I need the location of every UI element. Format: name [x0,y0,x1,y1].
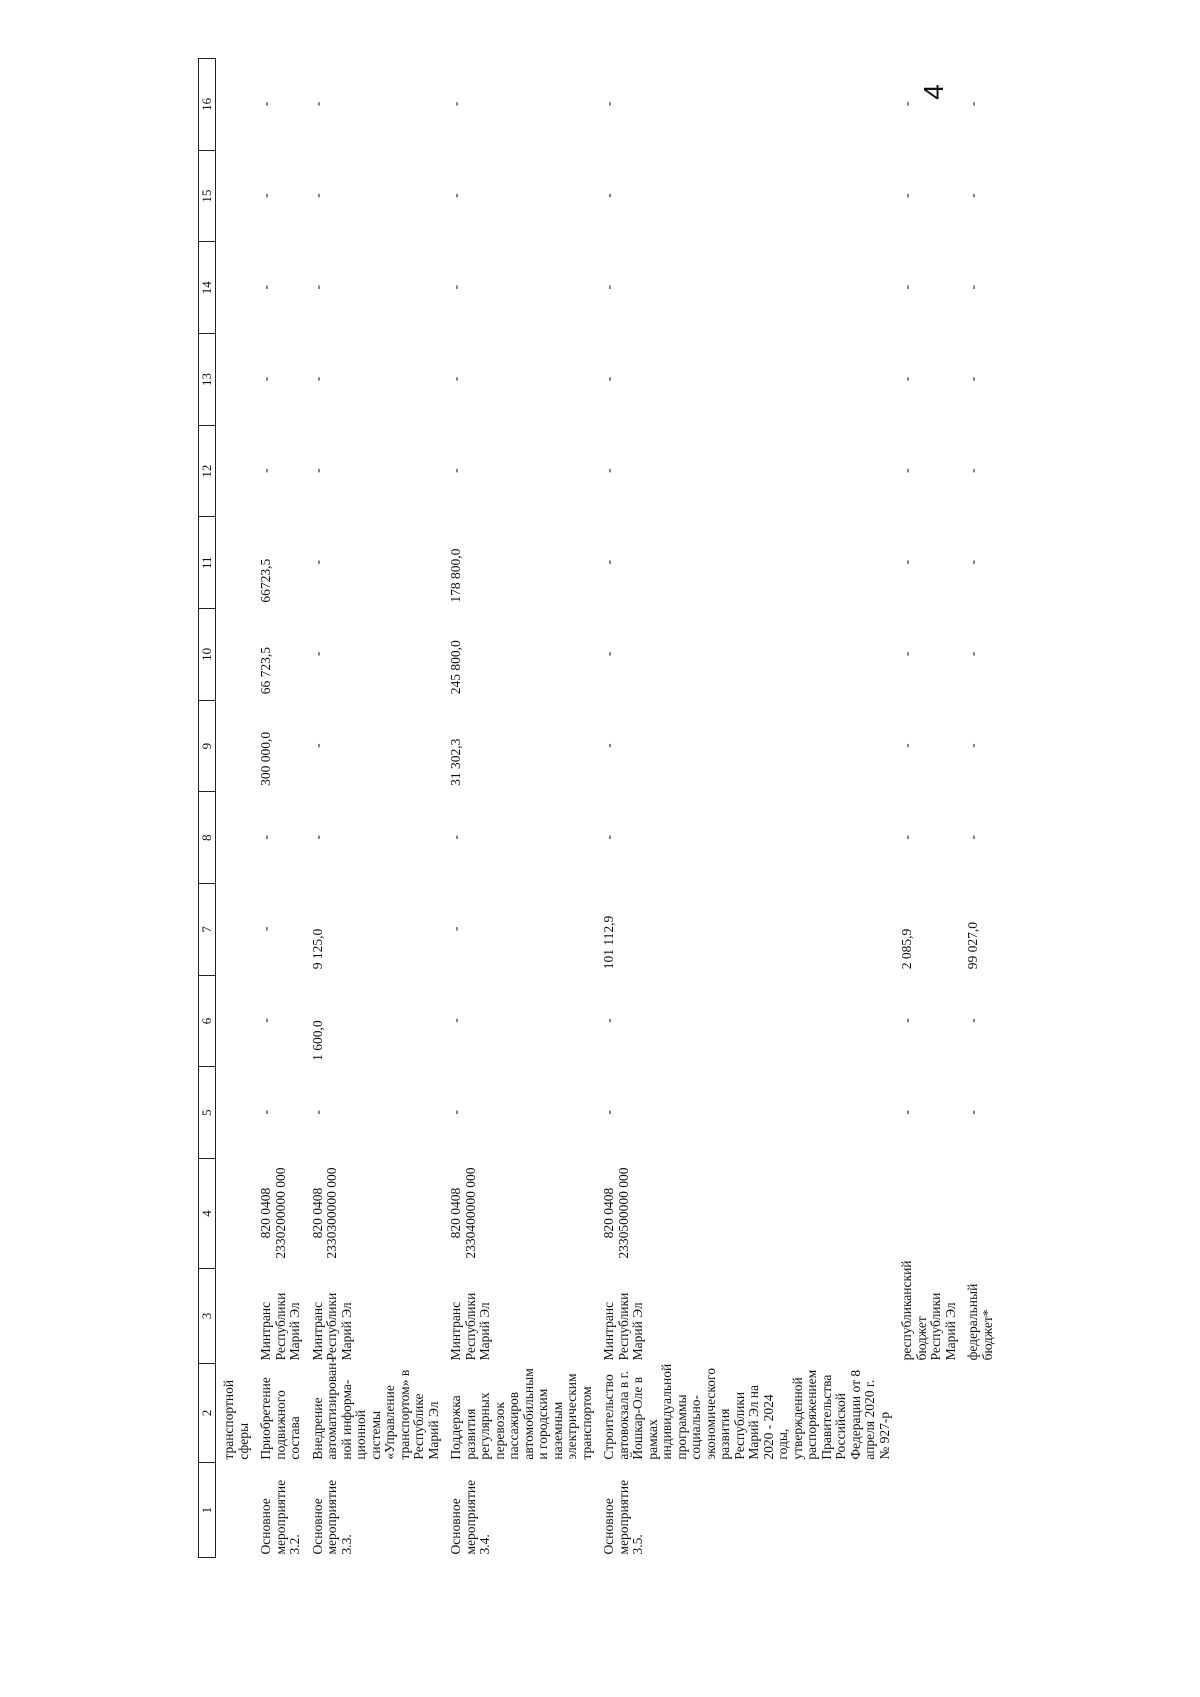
value-cell [216,609,254,701]
value-cell: - [601,651,616,657]
cell-c1 [216,1463,254,1558]
value-cell: - [965,560,980,565]
value-cell: - [448,1018,463,1023]
cell-c3: Минтранс Республики Марий Эл [258,1292,302,1361]
value-cell: - [899,560,914,565]
table-header [199,59,216,1558]
value-cell: - [965,1109,980,1115]
value-cell: - [965,285,980,290]
value-cell: - [899,468,914,473]
value-cell: - [258,926,273,932]
cell-c3: федеральный бюджет* [965,1283,995,1361]
cell-c2 [894,1363,960,1462]
value-cell [216,59,254,151]
cell-c1 [894,1463,960,1558]
value-cell: - [899,834,914,840]
value-cell: - [899,1109,914,1115]
value-cell: 66 723,5 [258,647,273,695]
value-cell: - [309,193,325,198]
column-header: 11 [199,517,216,609]
value-cell: 300 000,0 [258,731,273,786]
value-cell: - [601,560,616,565]
value-cell: 178 800,0 [448,548,463,603]
value-cell: - [601,193,616,198]
value-cell: - [601,101,616,107]
value-cell: - [601,376,616,382]
value-cell: 99 027,0 [965,921,980,970]
cell-c2: Внедрение автоматизирован-ной информа-ционной системы «Управление транспортом» в Республике Марий Эл [309,1358,441,1460]
cell-c4: 820 0408 2330200000 000 [258,1167,288,1259]
value-cell: 9 125,0 [309,928,325,970]
table-row [216,59,254,1558]
value-cell: - [309,1109,325,1115]
column-header: 10 [199,609,216,701]
cell-c1: Основное мероприятие 3.3. [309,1479,354,1555]
cell-c3 [216,1269,254,1364]
value-cell: - [258,1109,273,1115]
value-cell: - [965,651,980,657]
value-cell: - [448,101,463,107]
column-header: 3 [199,1269,216,1364]
value-cell: - [448,1109,463,1115]
value-cell [216,517,254,609]
cell-c4 [216,1159,254,1269]
value-cell: - [899,193,914,198]
value-cell: - [899,743,914,748]
table-row [443,59,596,1558]
cell-c3: республиканский бюджет Республики Марий Эл [899,1260,958,1361]
cell-c4 [894,1159,960,1269]
table-row [960,59,997,1558]
cell-c2: транспортной сферы [221,1379,251,1460]
value-cell: - [601,285,616,290]
value-cell: - [309,101,325,107]
value-cell: - [965,376,980,382]
value-cell: - [965,468,980,473]
cell-c4: 820 0408 2330300000 000 [309,1167,339,1259]
cell-c2: Строительство автовокзала в г. Йошкар-Оле в рамках индивидуальной программы социально-экономического развития Республики Марий Эл на 2020 - 2024 годы, утвержденной распоряжением Правительства Российской Федерации от 8 апреля 2020 г. № 927-р [601,1363,892,1460]
column-header: 15 [199,150,216,242]
cell-c1: Основное мероприятие 3.4. [448,1479,492,1555]
table-body [216,59,998,1558]
value-cell: - [258,193,273,198]
value-cell [216,334,254,426]
value-cell: 1 600,0 [309,1020,325,1061]
value-cell: - [965,1018,980,1023]
cell-c3: Минтранс Республики Марий Эл [601,1292,645,1361]
value-cell: 245 800,0 [448,640,463,695]
value-cell: - [309,560,325,565]
page-number: 4 [917,84,949,100]
rotated-table-container [198,58,1200,1558]
column-header: 12 [199,425,216,517]
budget-table [198,58,997,1558]
column-header: 8 [199,792,216,884]
value-cell: - [601,1018,616,1023]
value-cell: - [258,834,273,840]
value-cell [216,884,254,976]
cell-c2: Приобретение подвижного состава [258,1377,302,1460]
value-cell: - [899,101,914,107]
value-cell: 2 085,9 [899,928,914,970]
table-row [894,59,960,1558]
value-cell: - [309,651,325,657]
value-cell: - [601,834,616,840]
value-cell [216,150,254,242]
value-cell: - [448,468,463,473]
value-cell: - [965,193,980,198]
value-cell: - [965,101,980,107]
column-header: 6 [199,975,216,1067]
cell-c4: 820 0408 2330400000 000 [448,1167,478,1259]
value-cell: - [965,743,980,748]
value-cell [216,1067,254,1159]
value-cell [216,425,254,517]
value-cell: - [309,834,325,840]
value-cell: - [448,193,463,198]
value-cell: - [448,834,463,840]
column-header: 9 [199,700,216,792]
value-cell: - [899,285,914,290]
value-cell: - [899,651,914,657]
table-row [305,59,444,1558]
table-row [596,59,894,1558]
value-cell: - [601,468,616,473]
table-row [253,59,305,1558]
value-cell [216,975,254,1067]
value-cell: - [258,101,273,107]
value-cell: - [448,926,463,932]
column-header: 13 [199,334,216,426]
column-header: 1 [199,1463,216,1558]
value-cell: - [258,285,273,290]
value-cell [216,792,254,884]
value-cell: - [258,376,273,382]
cell-c2 [960,1363,997,1462]
cell-c1 [960,1463,997,1558]
value-cell: - [601,1109,616,1115]
value-cell: - [309,743,325,748]
cell-c4 [960,1159,997,1269]
column-header: 5 [199,1067,216,1159]
cell-c3: Минтранс Республики Марий Эл [448,1292,492,1361]
cell-c3: Минтранс Республики Марий Эл [309,1292,354,1361]
value-cell: - [899,1018,914,1023]
column-header: 2 [199,1363,216,1462]
value-cell [216,700,254,792]
value-cell: - [601,743,616,748]
value-cell: - [258,1018,273,1023]
value-cell: 66723,5 [258,558,273,603]
value-cell: - [899,376,914,382]
value-cell: - [309,468,325,473]
value-cell: - [309,376,325,382]
value-cell [216,242,254,334]
value-cell: - [448,376,463,382]
column-header: 16 [199,59,216,151]
value-cell: - [448,285,463,290]
value-cell: 101 112,9 [601,915,616,970]
column-header: 14 [199,242,216,334]
column-header: 4 [199,1159,216,1269]
cell-c2: Поддержка развития регулярных перевозок пассажиров автомобильным и городским наземным электрическим транспортом [448,1368,594,1460]
value-cell: - [309,285,325,290]
value-cell: 31 302,3 [448,738,463,786]
cell-c1: Основное мероприятие 3.2. [258,1479,302,1555]
value-cell: - [258,468,273,473]
cell-c4: 820 0408 2330500000 000 [601,1167,631,1259]
cell-c1: Основное мероприятие 3.5. [601,1479,645,1555]
value-cell: - [965,834,980,840]
column-header: 7 [199,884,216,976]
